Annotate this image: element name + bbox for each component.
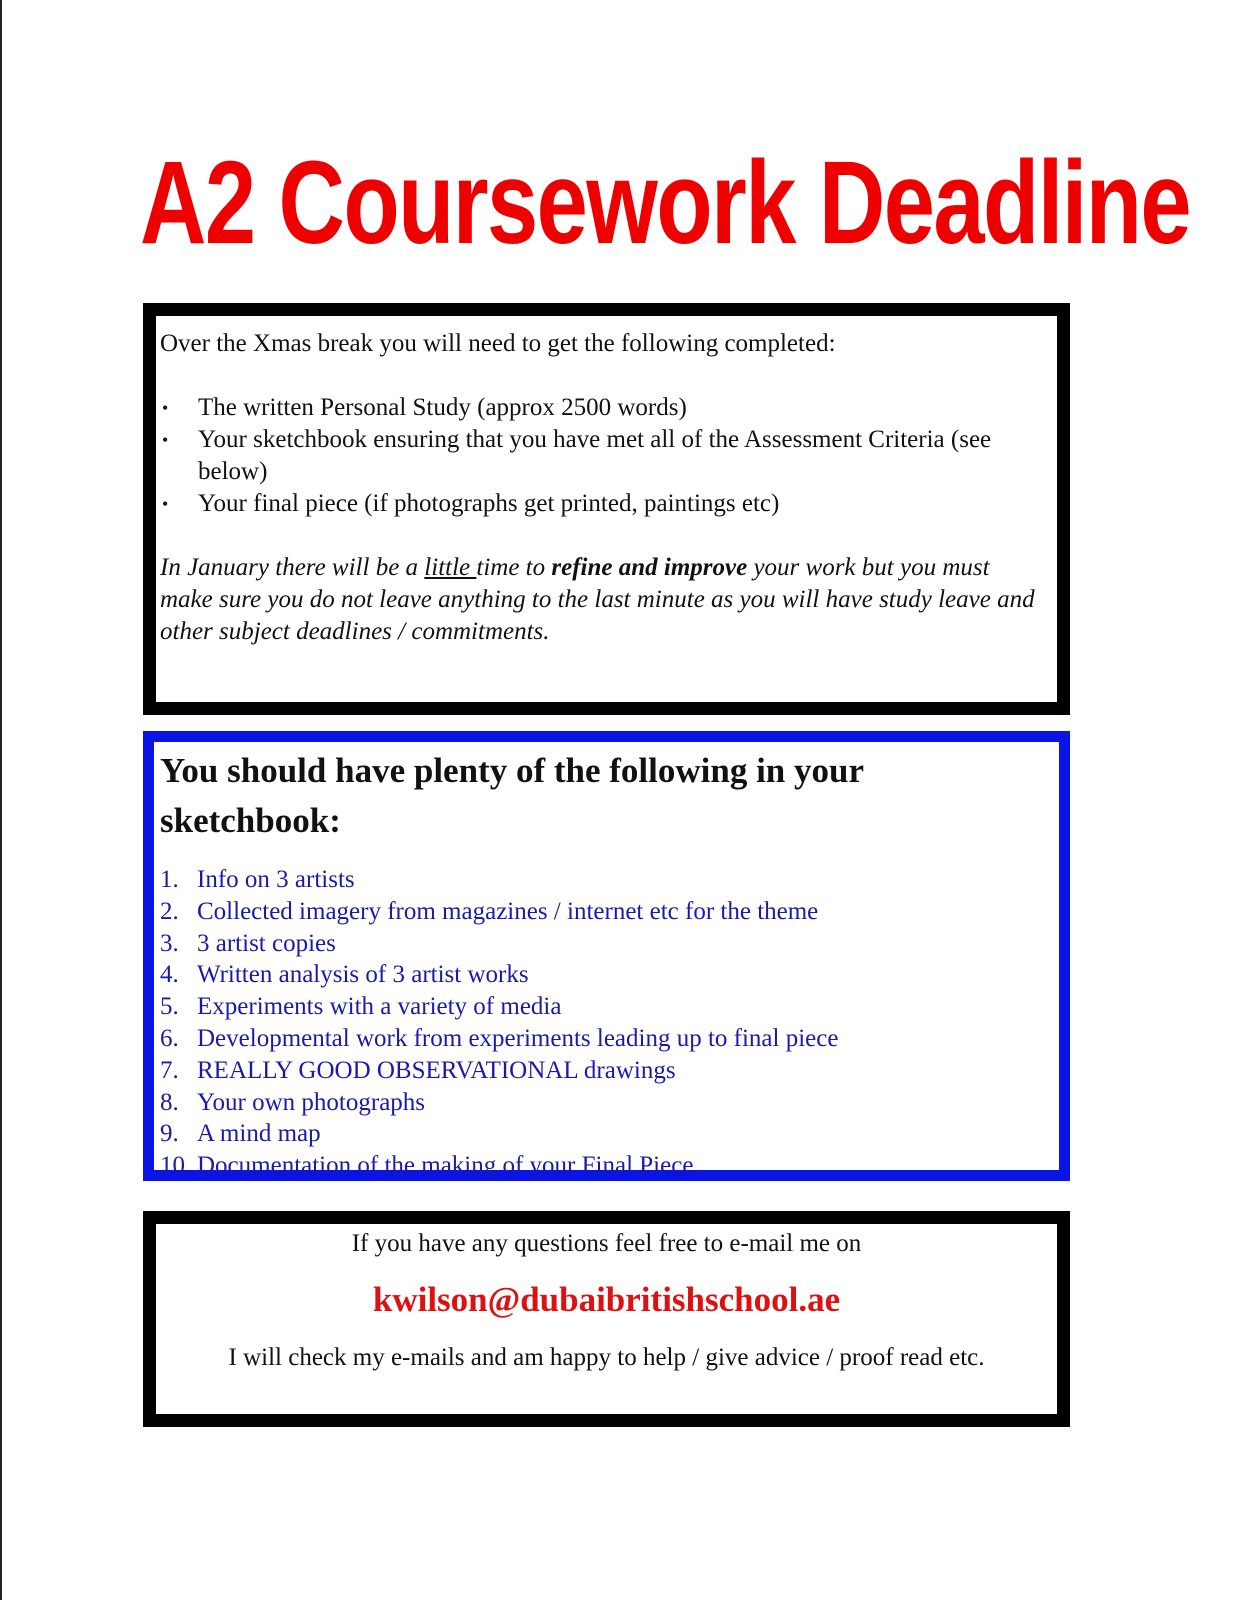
contact-intro: If you have any questions feel free to e-mail me on	[351, 1230, 862, 1257]
item-number: 6.	[160, 1024, 179, 1052]
note-bold: refine and improve	[551, 554, 748, 581]
bullet-icon: •	[162, 430, 169, 450]
item-text: 3 artist copies	[197, 929, 336, 957]
item-number: 7.	[160, 1056, 179, 1084]
xmas-tasks-box	[143, 303, 1070, 715]
list-item	[160, 1118, 1039, 1150]
item-text: Collected imagery from magazines / internet etc for the theme	[197, 897, 819, 925]
page-title: A2 Coursework Deadline	[140, 137, 1191, 269]
list-item	[160, 864, 1039, 896]
sketchbook-box	[143, 731, 1070, 1181]
item-number: 8.	[160, 1088, 179, 1116]
contact-email-link[interactable]: kwilson@dubaibritishschool.ae	[372, 1280, 841, 1319]
item-number: 1.	[160, 866, 179, 893]
contact-box	[143, 1211, 1070, 1427]
note-part-1: In January there will be a	[160, 554, 425, 581]
item-text: REALLY GOOD OBSERVATIONAL drawings	[197, 1056, 676, 1084]
note-underlined: little	[424, 554, 477, 581]
sketchbook-heading: You should have plenty of the following in your sketchbook:	[160, 751, 864, 840]
bullet-icon: •	[162, 398, 169, 418]
item-number: 3.	[160, 929, 179, 957]
item-number: 9.	[160, 1120, 179, 1148]
task-text: Your sketchbook ensuring that you have met all of the Assessment Criteria (see below)	[198, 426, 992, 485]
item-number: 5.	[160, 993, 179, 1021]
task-text: The written Personal Study (approx 2500 words)	[198, 394, 687, 421]
list-item	[160, 1055, 1039, 1087]
list-item	[160, 1150, 1039, 1182]
item-number: 10.	[160, 1152, 192, 1180]
item-text: Written analysis of 3 artist works	[197, 961, 529, 989]
item-text: A mind map	[197, 1120, 321, 1148]
tasks-intro: Over the Xmas break you will need to get the following completed:	[160, 330, 836, 357]
item-text: Documentation of the making of your Final Piece.	[197, 1152, 700, 1180]
list-item	[160, 424, 1035, 488]
note-part-2: time to	[476, 554, 552, 581]
list-item	[160, 959, 1039, 991]
item-number: 4.	[160, 961, 179, 989]
tasks-list	[160, 392, 1035, 520]
note-part-3: your work but you must make sure you do not leave anything to the last minute as you will have study leave and other subject deadlines / commitments.	[160, 554, 1035, 645]
contact-outro: I will check my e-mails and am happy to help / give advice / proof read etc.	[228, 1344, 985, 1371]
page-left-edge	[0, 0, 2, 1600]
list-item	[160, 488, 1035, 520]
list-item	[160, 392, 1035, 424]
list-item	[160, 928, 1039, 960]
item-text: Info on 3 artists	[197, 866, 355, 893]
task-text: Your final piece (if photographs get printed, paintings etc)	[198, 490, 780, 517]
item-text: Developmental work from experiments leading up to final piece	[197, 1024, 839, 1052]
item-number: 2.	[160, 897, 179, 925]
january-note	[160, 552, 1035, 648]
list-item	[160, 896, 1039, 928]
item-text: Experiments with a variety of media	[197, 993, 562, 1021]
sketchbook-list	[160, 864, 1039, 1182]
item-text: Your own photographs	[197, 1088, 426, 1116]
list-item	[160, 1087, 1039, 1119]
list-item	[160, 991, 1039, 1023]
list-item	[160, 1023, 1039, 1055]
bullet-icon: •	[162, 494, 169, 514]
